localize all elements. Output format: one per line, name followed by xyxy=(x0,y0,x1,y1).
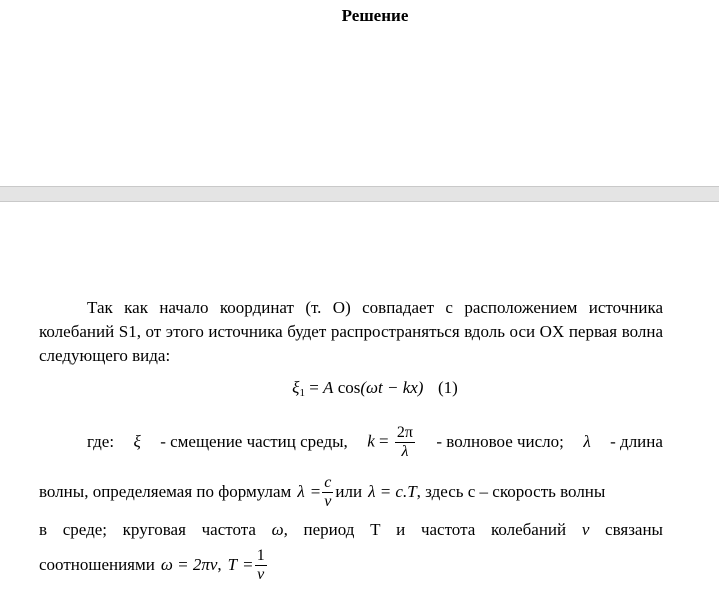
text-word: среде; xyxy=(62,520,107,539)
lambda-symbol: λ xyxy=(297,482,305,501)
text-phrase: волны, определяемая по формулам xyxy=(39,482,292,501)
lambda-formula-2: λ = c.T xyxy=(368,482,417,501)
equals-sign: = xyxy=(379,430,389,450)
eq-lhs-sub: 1 xyxy=(299,387,305,399)
equals-sign: = xyxy=(243,555,253,574)
relations-line xyxy=(39,545,663,585)
paragraph-line: колебаний S1, от этого источника будет распространяться вдоль оси OX xyxy=(39,322,565,341)
text-word: связаны xyxy=(605,520,663,539)
wave-line xyxy=(39,472,663,512)
text-word: период xyxy=(303,520,355,539)
period-fraction xyxy=(255,547,267,584)
equals-sign: = xyxy=(310,482,321,501)
text-phrase: - смещение частиц среды, xyxy=(160,432,348,451)
omega-formula: ω = 2πν xyxy=(160,555,218,574)
text-word: и xyxy=(396,520,406,539)
k-definition xyxy=(367,424,417,461)
equation-1 xyxy=(0,378,719,399)
where-line xyxy=(39,422,663,462)
text-word: Т xyxy=(370,520,381,539)
text-word: частота xyxy=(420,520,476,539)
period-numerator: 1 xyxy=(256,546,265,564)
eq-func: cos xyxy=(337,378,361,397)
lambda-fraction xyxy=(322,474,333,511)
eq-label: (1) xyxy=(437,378,458,397)
period-denominator: ν xyxy=(257,565,265,583)
xi-symbol: ξ xyxy=(133,432,141,451)
section-heading: Решение xyxy=(341,6,409,25)
paragraph-line: первая волна следующего вида: xyxy=(39,322,664,365)
page-break-gap xyxy=(0,186,719,202)
nu-symbol: ν xyxy=(581,520,590,539)
text-word: где: xyxy=(87,432,115,451)
text-word: или xyxy=(335,482,363,501)
frequency-line xyxy=(39,518,663,542)
paragraph-line: Так как начало координат (т. О) совпадает с расположением источника xyxy=(87,298,663,317)
omega-symbol: ω, xyxy=(271,520,288,539)
text-word: колебаний xyxy=(490,520,567,539)
k-numerator: 2π xyxy=(396,423,413,441)
text-word: - длина xyxy=(610,432,663,451)
lambda-denominator: ν xyxy=(324,492,332,510)
k-fraction xyxy=(395,424,415,461)
paragraph-intro xyxy=(39,296,663,368)
lambda-numerator: c xyxy=(324,473,332,491)
k-denominator: λ xyxy=(401,442,409,460)
eq-arg: (ωt − kx) xyxy=(360,378,424,397)
eq-amplitude: A xyxy=(323,378,334,397)
separator: , xyxy=(217,555,222,574)
text-word: соотношениями xyxy=(39,555,155,574)
eq-equals: = xyxy=(309,378,319,397)
text-phrase: , здесь с – скорость волны xyxy=(416,482,606,501)
text-word: частота xyxy=(201,520,256,539)
text-phrase: - волновое число; xyxy=(436,432,564,451)
lambda-symbol: λ xyxy=(583,432,591,451)
t-symbol: T xyxy=(227,555,238,574)
k-symbol: k xyxy=(367,430,375,450)
eq-lhs-symbol: ξ xyxy=(292,378,300,397)
text-word: в xyxy=(39,520,48,539)
text-word: круговая xyxy=(122,520,186,539)
